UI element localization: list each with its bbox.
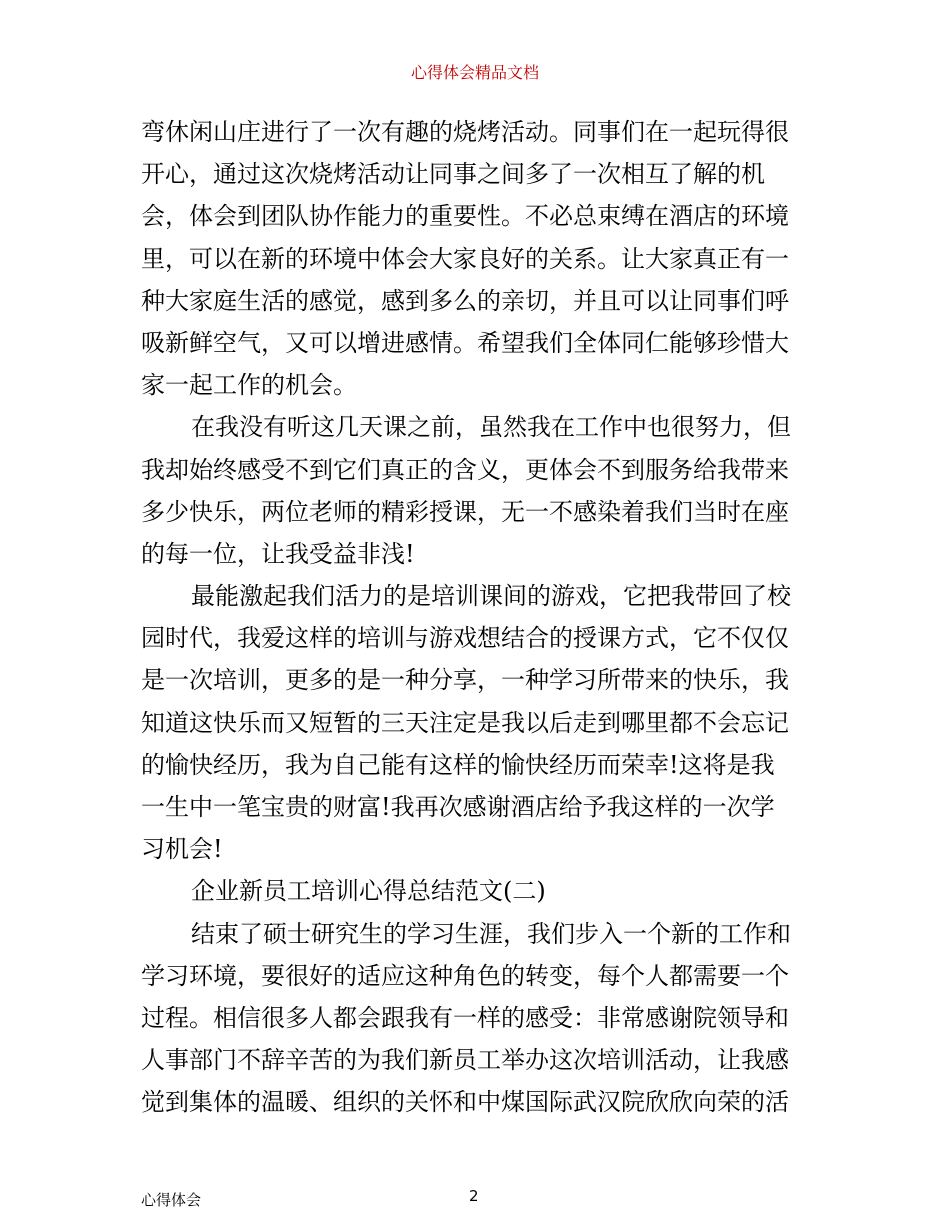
- text-line: 最能激起我们活力的是培训课间的游戏，它把我带回了校: [191, 582, 791, 611]
- text-line: 在我没有听这几天课之前，虽然我在工作中也很努力，但: [191, 413, 791, 442]
- paragraph-3: [141, 575, 811, 870]
- text-line: 是一次培训，更多的是一种分享，一种学习所带来的快乐，我: [141, 666, 789, 695]
- text-line: 里，可以在新的环境中体会大家良好的关系。让大家真正有一: [141, 244, 789, 273]
- text-line: 的每一位，让我受益非浅!: [141, 539, 415, 568]
- text-line: 开心，通过这次烧烤活动让同事之间多了一次相互了解的机: [141, 160, 765, 189]
- text-line: 一生中一笔宝贵的财富!我再次感谢酒店给予我这样的一次学: [141, 793, 775, 821]
- section-title: 企业新员工培训心得总结范文(二): [191, 877, 546, 906]
- text-line: 多少快乐，两位老师的精彩授课，无一不感染着我们当时在座: [141, 497, 789, 526]
- text-line: 会，体会到团队协作能力的重要性。不必总束缚在酒店的环境: [141, 202, 789, 231]
- paragraph-4: [141, 913, 811, 1124]
- text-line: 吸新鲜空气，又可以增进感情。希望我们全体同仁能够珍惜大: [141, 328, 789, 357]
- text-line: 种大家庭生活的感觉，感到多么的亲切，并且可以让同事们呼: [141, 286, 789, 315]
- text-line: 学习环境，要很好的适应这种角色的转变，每个人都需要一个: [141, 961, 789, 990]
- document-body: [141, 111, 811, 1124]
- text-line: 的愉快经历，我为自己能有这样的愉快经历而荣幸!这将是我: [141, 750, 775, 779]
- text-line: 我却始终感受不到它们真正的含义，更体会不到服务给我带来: [141, 455, 789, 484]
- section-heading: [141, 870, 811, 912]
- text-line: 过程。相信很多人都会跟我有一样的感受：非常感谢院领导和: [141, 1003, 789, 1032]
- text-line: 园时代，我爱这样的培训与游戏想结合的授课方式，它不仅仅: [141, 624, 789, 653]
- text-line: 知道这快乐而又短暂的三天注定是我以后走到哪里都不会忘记: [141, 708, 789, 737]
- text-line: 家一起工作的机会。: [141, 371, 357, 400]
- text-line: 人事部门不辞辛苦的为我们新员工举办这次培训活动，让我感: [141, 1046, 789, 1075]
- footer-label: 心得体会: [141, 1191, 202, 1209]
- text-line: 结束了硕士研究生的学习生涯，我们步入一个新的工作和: [191, 919, 791, 948]
- page-number: 2: [469, 1187, 479, 1205]
- paragraph-1: [141, 111, 811, 406]
- text-line: 习机会!: [141, 835, 223, 864]
- text-line: 觉到集体的温暖、组织的关怀和中煤国际武汉院欣欣向荣的活: [141, 1088, 789, 1117]
- paragraph-2: [141, 406, 811, 575]
- text-line: 弯休闲山庄进行了一次有趣的烧烤活动。同事们在一起玩得很: [141, 118, 789, 146]
- page-header-title: 心得体会精品文档: [410, 63, 539, 82]
